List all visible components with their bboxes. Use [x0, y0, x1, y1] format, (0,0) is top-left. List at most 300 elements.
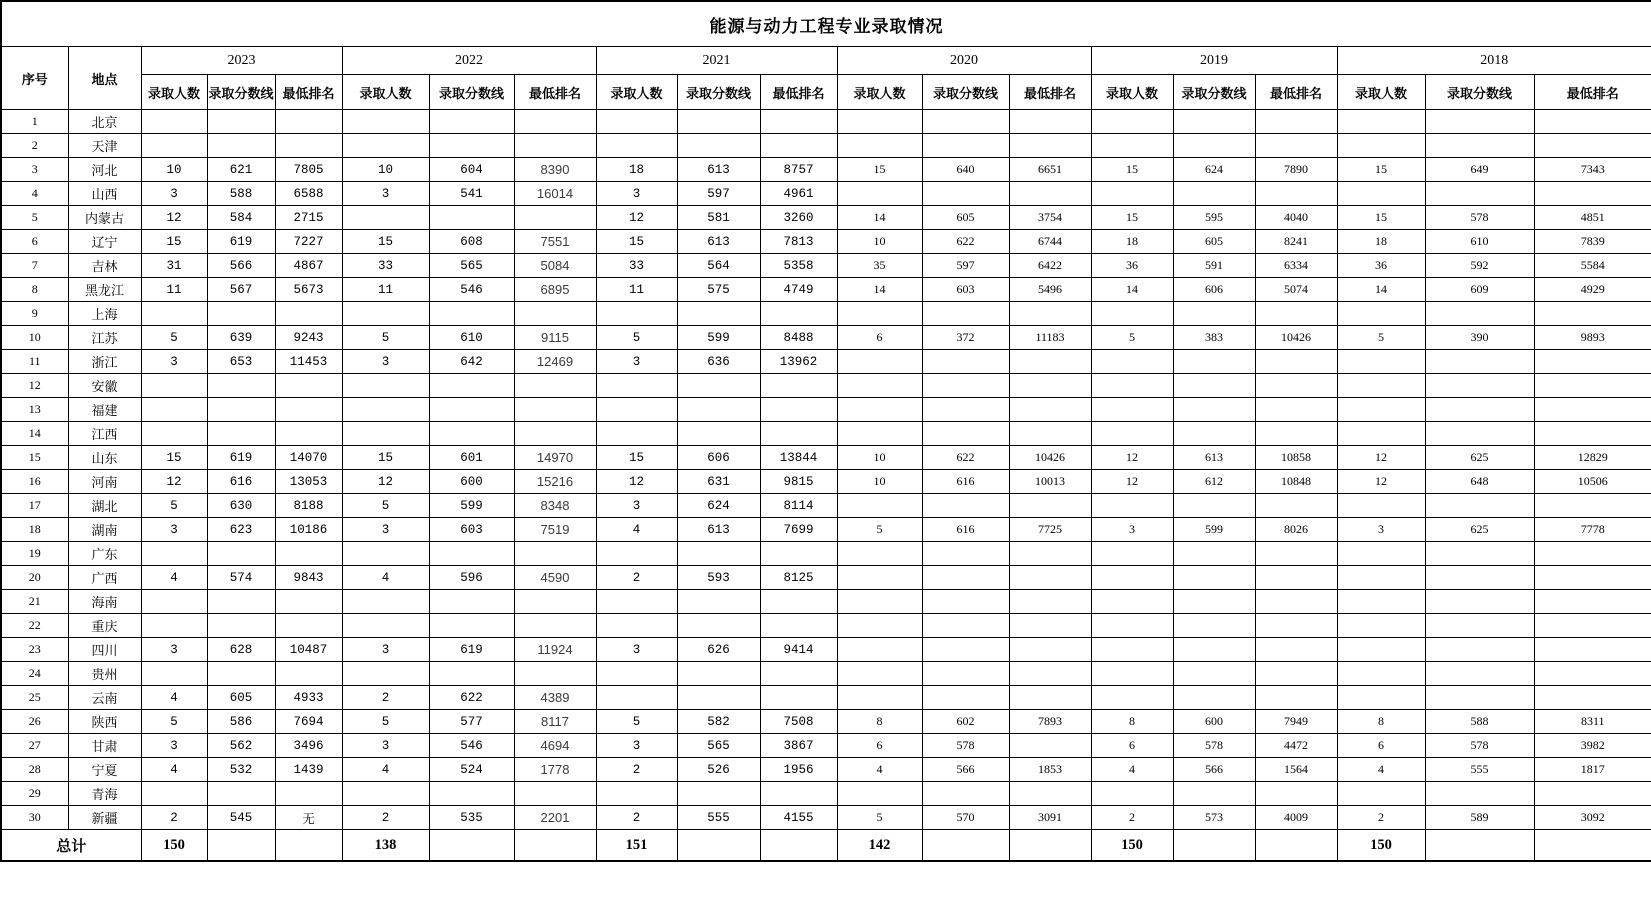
value-cell: 526	[677, 758, 760, 782]
value-cell: 11	[596, 278, 677, 302]
value-cell	[1009, 734, 1091, 758]
value-cell: 586	[207, 710, 275, 734]
value-cell: 2	[342, 806, 429, 830]
value-cell: 588	[1425, 710, 1534, 734]
value-cell: 15	[342, 230, 429, 254]
total-cell	[1009, 830, 1091, 862]
value-cell: 1564	[1255, 758, 1337, 782]
value-cell	[429, 782, 514, 806]
value-cell	[760, 398, 837, 422]
value-cell	[514, 206, 596, 230]
value-cell	[514, 614, 596, 638]
table-row	[1, 638, 1651, 662]
value-cell	[1337, 302, 1425, 326]
value-cell	[922, 374, 1009, 398]
value-cell: 636	[677, 350, 760, 374]
value-cell	[1173, 494, 1255, 518]
value-cell	[1425, 494, 1534, 518]
value-cell	[760, 422, 837, 446]
value-cell: 12	[342, 470, 429, 494]
value-cell: 3	[342, 518, 429, 542]
value-cell	[837, 590, 922, 614]
value-cell: 570	[922, 806, 1009, 830]
value-cell: 9414	[760, 638, 837, 662]
table-row	[1, 446, 1651, 470]
value-cell	[1425, 662, 1534, 686]
value-cell: 11	[141, 278, 207, 302]
value-cell: 5358	[760, 254, 837, 278]
value-cell	[837, 398, 922, 422]
value-cell: 7890	[1255, 158, 1337, 182]
table-row	[1, 302, 1651, 326]
table-row	[1, 470, 1651, 494]
value-cell: 6	[1337, 734, 1425, 758]
value-cell	[514, 422, 596, 446]
value-cell: 5074	[1255, 278, 1337, 302]
value-cell	[141, 590, 207, 614]
value-cell	[922, 302, 1009, 326]
page-title: 能源与动力工程专业录取情况	[1, 1, 1651, 47]
value-cell	[429, 662, 514, 686]
table-row	[1, 710, 1651, 734]
value-cell	[922, 398, 1009, 422]
value-cell: 619	[207, 230, 275, 254]
value-cell	[1009, 422, 1091, 446]
value-cell: 609	[1425, 278, 1534, 302]
value-cell	[922, 686, 1009, 710]
value-cell	[1534, 422, 1651, 446]
value-cell	[1173, 662, 1255, 686]
value-cell: 604	[429, 158, 514, 182]
value-cell	[760, 110, 837, 134]
value-cell	[1425, 110, 1534, 134]
value-cell: 555	[677, 806, 760, 830]
value-cell	[922, 638, 1009, 662]
value-cell	[922, 494, 1009, 518]
value-cell	[922, 350, 1009, 374]
value-cell: 555	[1425, 758, 1534, 782]
value-cell: 8	[837, 710, 922, 734]
value-cell	[1337, 182, 1425, 206]
value-cell: 653	[207, 350, 275, 374]
table-row	[1, 110, 1651, 134]
value-cell	[429, 134, 514, 158]
value-cell: 4009	[1255, 806, 1337, 830]
location-cell: 江西	[68, 422, 141, 446]
value-cell: 6744	[1009, 230, 1091, 254]
value-cell: 613	[677, 158, 760, 182]
value-cell: 3092	[1534, 806, 1651, 830]
value-cell: 4	[837, 758, 922, 782]
value-cell: 7343	[1534, 158, 1651, 182]
value-cell	[1337, 686, 1425, 710]
value-cell	[596, 374, 677, 398]
total-cell: 138	[342, 830, 429, 862]
value-cell	[1009, 398, 1091, 422]
value-cell	[1091, 566, 1173, 590]
value-cell: 15	[1337, 206, 1425, 230]
value-cell: 8125	[760, 566, 837, 590]
value-cell: 12	[1091, 446, 1173, 470]
value-cell: 3	[596, 494, 677, 518]
value-cell	[1534, 134, 1651, 158]
total-cell	[429, 830, 514, 862]
value-cell: 2	[596, 806, 677, 830]
value-cell	[207, 782, 275, 806]
value-cell	[141, 422, 207, 446]
value-cell	[760, 590, 837, 614]
value-cell: 4929	[1534, 278, 1651, 302]
value-cell: 9843	[275, 566, 342, 590]
table-row	[1, 398, 1651, 422]
value-cell	[1009, 638, 1091, 662]
value-cell: 597	[922, 254, 1009, 278]
col-header-location: 地点	[68, 47, 141, 110]
value-cell	[207, 662, 275, 686]
value-cell	[1255, 614, 1337, 638]
table-row	[1, 350, 1651, 374]
value-cell: 592	[1425, 254, 1534, 278]
value-cell: 578	[1425, 206, 1534, 230]
value-cell: 2	[342, 686, 429, 710]
value-cell: 11183	[1009, 326, 1091, 350]
value-cell	[677, 542, 760, 566]
value-cell: 541	[429, 182, 514, 206]
col-header-score-line: 录取分数线	[922, 75, 1009, 110]
value-cell	[342, 110, 429, 134]
value-cell	[141, 134, 207, 158]
value-cell	[207, 542, 275, 566]
value-cell: 2	[141, 806, 207, 830]
value-cell: 588	[207, 182, 275, 206]
value-cell: 575	[677, 278, 760, 302]
value-cell: 1778	[514, 758, 596, 782]
value-cell: 5	[342, 710, 429, 734]
value-cell	[596, 662, 677, 686]
value-cell	[1425, 134, 1534, 158]
value-cell	[1534, 374, 1651, 398]
value-cell	[760, 134, 837, 158]
value-cell	[1255, 566, 1337, 590]
value-cell: 8390	[514, 158, 596, 182]
value-cell: 3	[596, 638, 677, 662]
seq-cell: 25	[1, 686, 68, 710]
value-cell	[429, 614, 514, 638]
value-cell	[275, 782, 342, 806]
value-cell	[596, 422, 677, 446]
value-cell	[1337, 494, 1425, 518]
value-cell	[1425, 182, 1534, 206]
value-cell	[141, 374, 207, 398]
value-cell	[1534, 614, 1651, 638]
seq-cell: 10	[1, 326, 68, 350]
value-cell: 4	[342, 566, 429, 590]
value-cell	[837, 134, 922, 158]
value-cell: 4	[342, 758, 429, 782]
value-cell: 622	[429, 686, 514, 710]
location-cell: 山西	[68, 182, 141, 206]
value-cell	[1091, 182, 1173, 206]
value-cell: 3496	[275, 734, 342, 758]
value-cell	[1091, 494, 1173, 518]
table-row	[1, 806, 1651, 830]
table-row	[1, 230, 1651, 254]
value-cell: 8757	[760, 158, 837, 182]
value-cell	[1009, 662, 1091, 686]
value-cell: 597	[677, 182, 760, 206]
value-cell: 4040	[1255, 206, 1337, 230]
value-cell	[429, 542, 514, 566]
value-cell	[342, 542, 429, 566]
value-cell: 3	[596, 734, 677, 758]
value-cell: 565	[677, 734, 760, 758]
value-cell	[1255, 182, 1337, 206]
value-cell	[837, 350, 922, 374]
table-row	[1, 782, 1651, 806]
value-cell: 14	[837, 278, 922, 302]
value-cell: 648	[1425, 470, 1534, 494]
location-cell: 湖南	[68, 518, 141, 542]
value-cell: 36	[1337, 254, 1425, 278]
value-cell: 5673	[275, 278, 342, 302]
col-header-admit-count: 录取人数	[141, 75, 207, 110]
value-cell: 613	[677, 230, 760, 254]
value-cell: 3	[141, 182, 207, 206]
table-row	[1, 182, 1651, 206]
value-cell	[596, 398, 677, 422]
value-cell: 581	[677, 206, 760, 230]
value-cell: 15	[141, 446, 207, 470]
value-cell	[1091, 638, 1173, 662]
value-cell: 3	[141, 734, 207, 758]
value-cell	[1173, 350, 1255, 374]
value-cell	[1337, 566, 1425, 590]
seq-cell: 13	[1, 398, 68, 422]
col-header-admit-count: 录取人数	[1337, 75, 1425, 110]
value-cell: 2	[596, 566, 677, 590]
total-cell: 142	[837, 830, 922, 862]
value-cell: 12	[596, 470, 677, 494]
location-cell: 内蒙古	[68, 206, 141, 230]
col-header-lowest-rank: 最低排名	[514, 75, 596, 110]
value-cell	[275, 374, 342, 398]
value-cell: 589	[1425, 806, 1534, 830]
value-cell: 567	[207, 278, 275, 302]
value-cell: 640	[922, 158, 1009, 182]
value-cell	[677, 302, 760, 326]
seq-cell: 2	[1, 134, 68, 158]
value-cell: 5	[141, 494, 207, 518]
table-row	[1, 758, 1651, 782]
value-cell: 7805	[275, 158, 342, 182]
value-cell: 649	[1425, 158, 1534, 182]
value-cell	[922, 590, 1009, 614]
value-cell: 8241	[1255, 230, 1337, 254]
value-cell	[1091, 614, 1173, 638]
value-cell	[1255, 638, 1337, 662]
value-cell	[1091, 422, 1173, 446]
title-row	[1, 1, 1651, 47]
value-cell	[429, 398, 514, 422]
value-cell: 630	[207, 494, 275, 518]
value-cell: 8026	[1255, 518, 1337, 542]
value-cell	[514, 782, 596, 806]
value-cell	[1534, 182, 1651, 206]
value-cell	[1091, 542, 1173, 566]
value-cell: 5	[342, 326, 429, 350]
value-cell	[1255, 662, 1337, 686]
value-cell	[1255, 134, 1337, 158]
value-cell	[596, 134, 677, 158]
seq-cell: 18	[1, 518, 68, 542]
seq-cell: 22	[1, 614, 68, 638]
value-cell: 4472	[1255, 734, 1337, 758]
value-cell: 2	[1091, 806, 1173, 830]
value-cell: 599	[1173, 518, 1255, 542]
value-cell: 564	[677, 254, 760, 278]
value-cell: 15	[141, 230, 207, 254]
location-cell: 辽宁	[68, 230, 141, 254]
col-header-score-line: 录取分数线	[207, 75, 275, 110]
value-cell	[837, 566, 922, 590]
value-cell: 4	[1337, 758, 1425, 782]
value-cell: 5	[141, 710, 207, 734]
value-cell: 13844	[760, 446, 837, 470]
year-header-2021: 2021	[596, 47, 837, 75]
value-cell	[1337, 374, 1425, 398]
value-cell: 11453	[275, 350, 342, 374]
value-cell	[596, 614, 677, 638]
value-cell	[1173, 182, 1255, 206]
location-cell: 北京	[68, 110, 141, 134]
value-cell	[1255, 398, 1337, 422]
value-cell: 3	[1091, 518, 1173, 542]
value-cell: 4	[141, 566, 207, 590]
value-cell	[1534, 566, 1651, 590]
value-cell	[514, 110, 596, 134]
value-cell	[342, 206, 429, 230]
value-cell: 622	[922, 230, 1009, 254]
value-cell	[837, 494, 922, 518]
value-cell: 3754	[1009, 206, 1091, 230]
value-cell	[677, 398, 760, 422]
seq-cell: 26	[1, 710, 68, 734]
value-cell: 616	[207, 470, 275, 494]
location-cell: 云南	[68, 686, 141, 710]
value-cell: 601	[429, 446, 514, 470]
value-cell: 7227	[275, 230, 342, 254]
value-cell: 2715	[275, 206, 342, 230]
value-cell	[275, 398, 342, 422]
value-cell: 10	[837, 446, 922, 470]
value-cell: 5496	[1009, 278, 1091, 302]
value-cell: 31	[141, 254, 207, 278]
value-cell	[760, 614, 837, 638]
seq-cell: 27	[1, 734, 68, 758]
value-cell: 7699	[760, 518, 837, 542]
value-cell	[275, 422, 342, 446]
location-cell: 安徽	[68, 374, 141, 398]
col-header-admit-count: 录取人数	[342, 75, 429, 110]
value-cell	[922, 662, 1009, 686]
value-cell	[1337, 542, 1425, 566]
value-cell: 626	[677, 638, 760, 662]
value-cell	[837, 686, 922, 710]
value-cell: 15	[837, 158, 922, 182]
value-cell: 12829	[1534, 446, 1651, 470]
location-cell: 新疆	[68, 806, 141, 830]
value-cell	[429, 110, 514, 134]
total-cell: 150	[1337, 830, 1425, 862]
table-row	[1, 590, 1651, 614]
value-cell	[837, 782, 922, 806]
value-cell	[1425, 614, 1534, 638]
value-cell: 591	[1173, 254, 1255, 278]
value-cell: 15	[1091, 206, 1173, 230]
table-body	[1, 110, 1651, 862]
value-cell: 605	[207, 686, 275, 710]
value-cell: 610	[429, 326, 514, 350]
seq-cell: 7	[1, 254, 68, 278]
value-cell: 631	[677, 470, 760, 494]
value-cell	[1091, 398, 1173, 422]
location-cell: 重庆	[68, 614, 141, 638]
location-cell: 上海	[68, 302, 141, 326]
value-cell	[1009, 350, 1091, 374]
value-cell: 624	[677, 494, 760, 518]
seq-cell: 23	[1, 638, 68, 662]
value-cell: 18	[596, 158, 677, 182]
value-cell: 4389	[514, 686, 596, 710]
year-header-2023: 2023	[141, 47, 342, 75]
value-cell: 3	[596, 350, 677, 374]
value-cell	[1091, 350, 1173, 374]
value-cell: 10858	[1255, 446, 1337, 470]
value-cell: 15	[1091, 158, 1173, 182]
seq-cell: 20	[1, 566, 68, 590]
value-cell: 10487	[275, 638, 342, 662]
value-cell: 10426	[1009, 446, 1091, 470]
value-cell: 5	[837, 518, 922, 542]
table-row	[1, 374, 1651, 398]
value-cell	[1255, 542, 1337, 566]
value-cell: 10848	[1255, 470, 1337, 494]
value-cell	[1337, 110, 1425, 134]
value-cell	[596, 590, 677, 614]
value-cell: 603	[429, 518, 514, 542]
table-row	[1, 686, 1651, 710]
value-cell	[1425, 350, 1534, 374]
value-cell: 578	[1173, 734, 1255, 758]
value-cell	[1173, 782, 1255, 806]
value-cell: 12	[1091, 470, 1173, 494]
value-cell: 582	[677, 710, 760, 734]
value-cell: 7778	[1534, 518, 1651, 542]
col-header-lowest-rank: 最低排名	[1255, 75, 1337, 110]
value-cell	[1534, 590, 1651, 614]
value-cell: 9115	[514, 326, 596, 350]
value-cell	[1009, 686, 1091, 710]
value-cell	[514, 398, 596, 422]
location-cell: 河南	[68, 470, 141, 494]
value-cell	[922, 422, 1009, 446]
value-cell: 4749	[760, 278, 837, 302]
value-cell	[1534, 638, 1651, 662]
value-cell: 无	[275, 806, 342, 830]
value-cell: 7839	[1534, 230, 1651, 254]
total-cell	[760, 830, 837, 862]
col-header-score-line: 录取分数线	[429, 75, 514, 110]
